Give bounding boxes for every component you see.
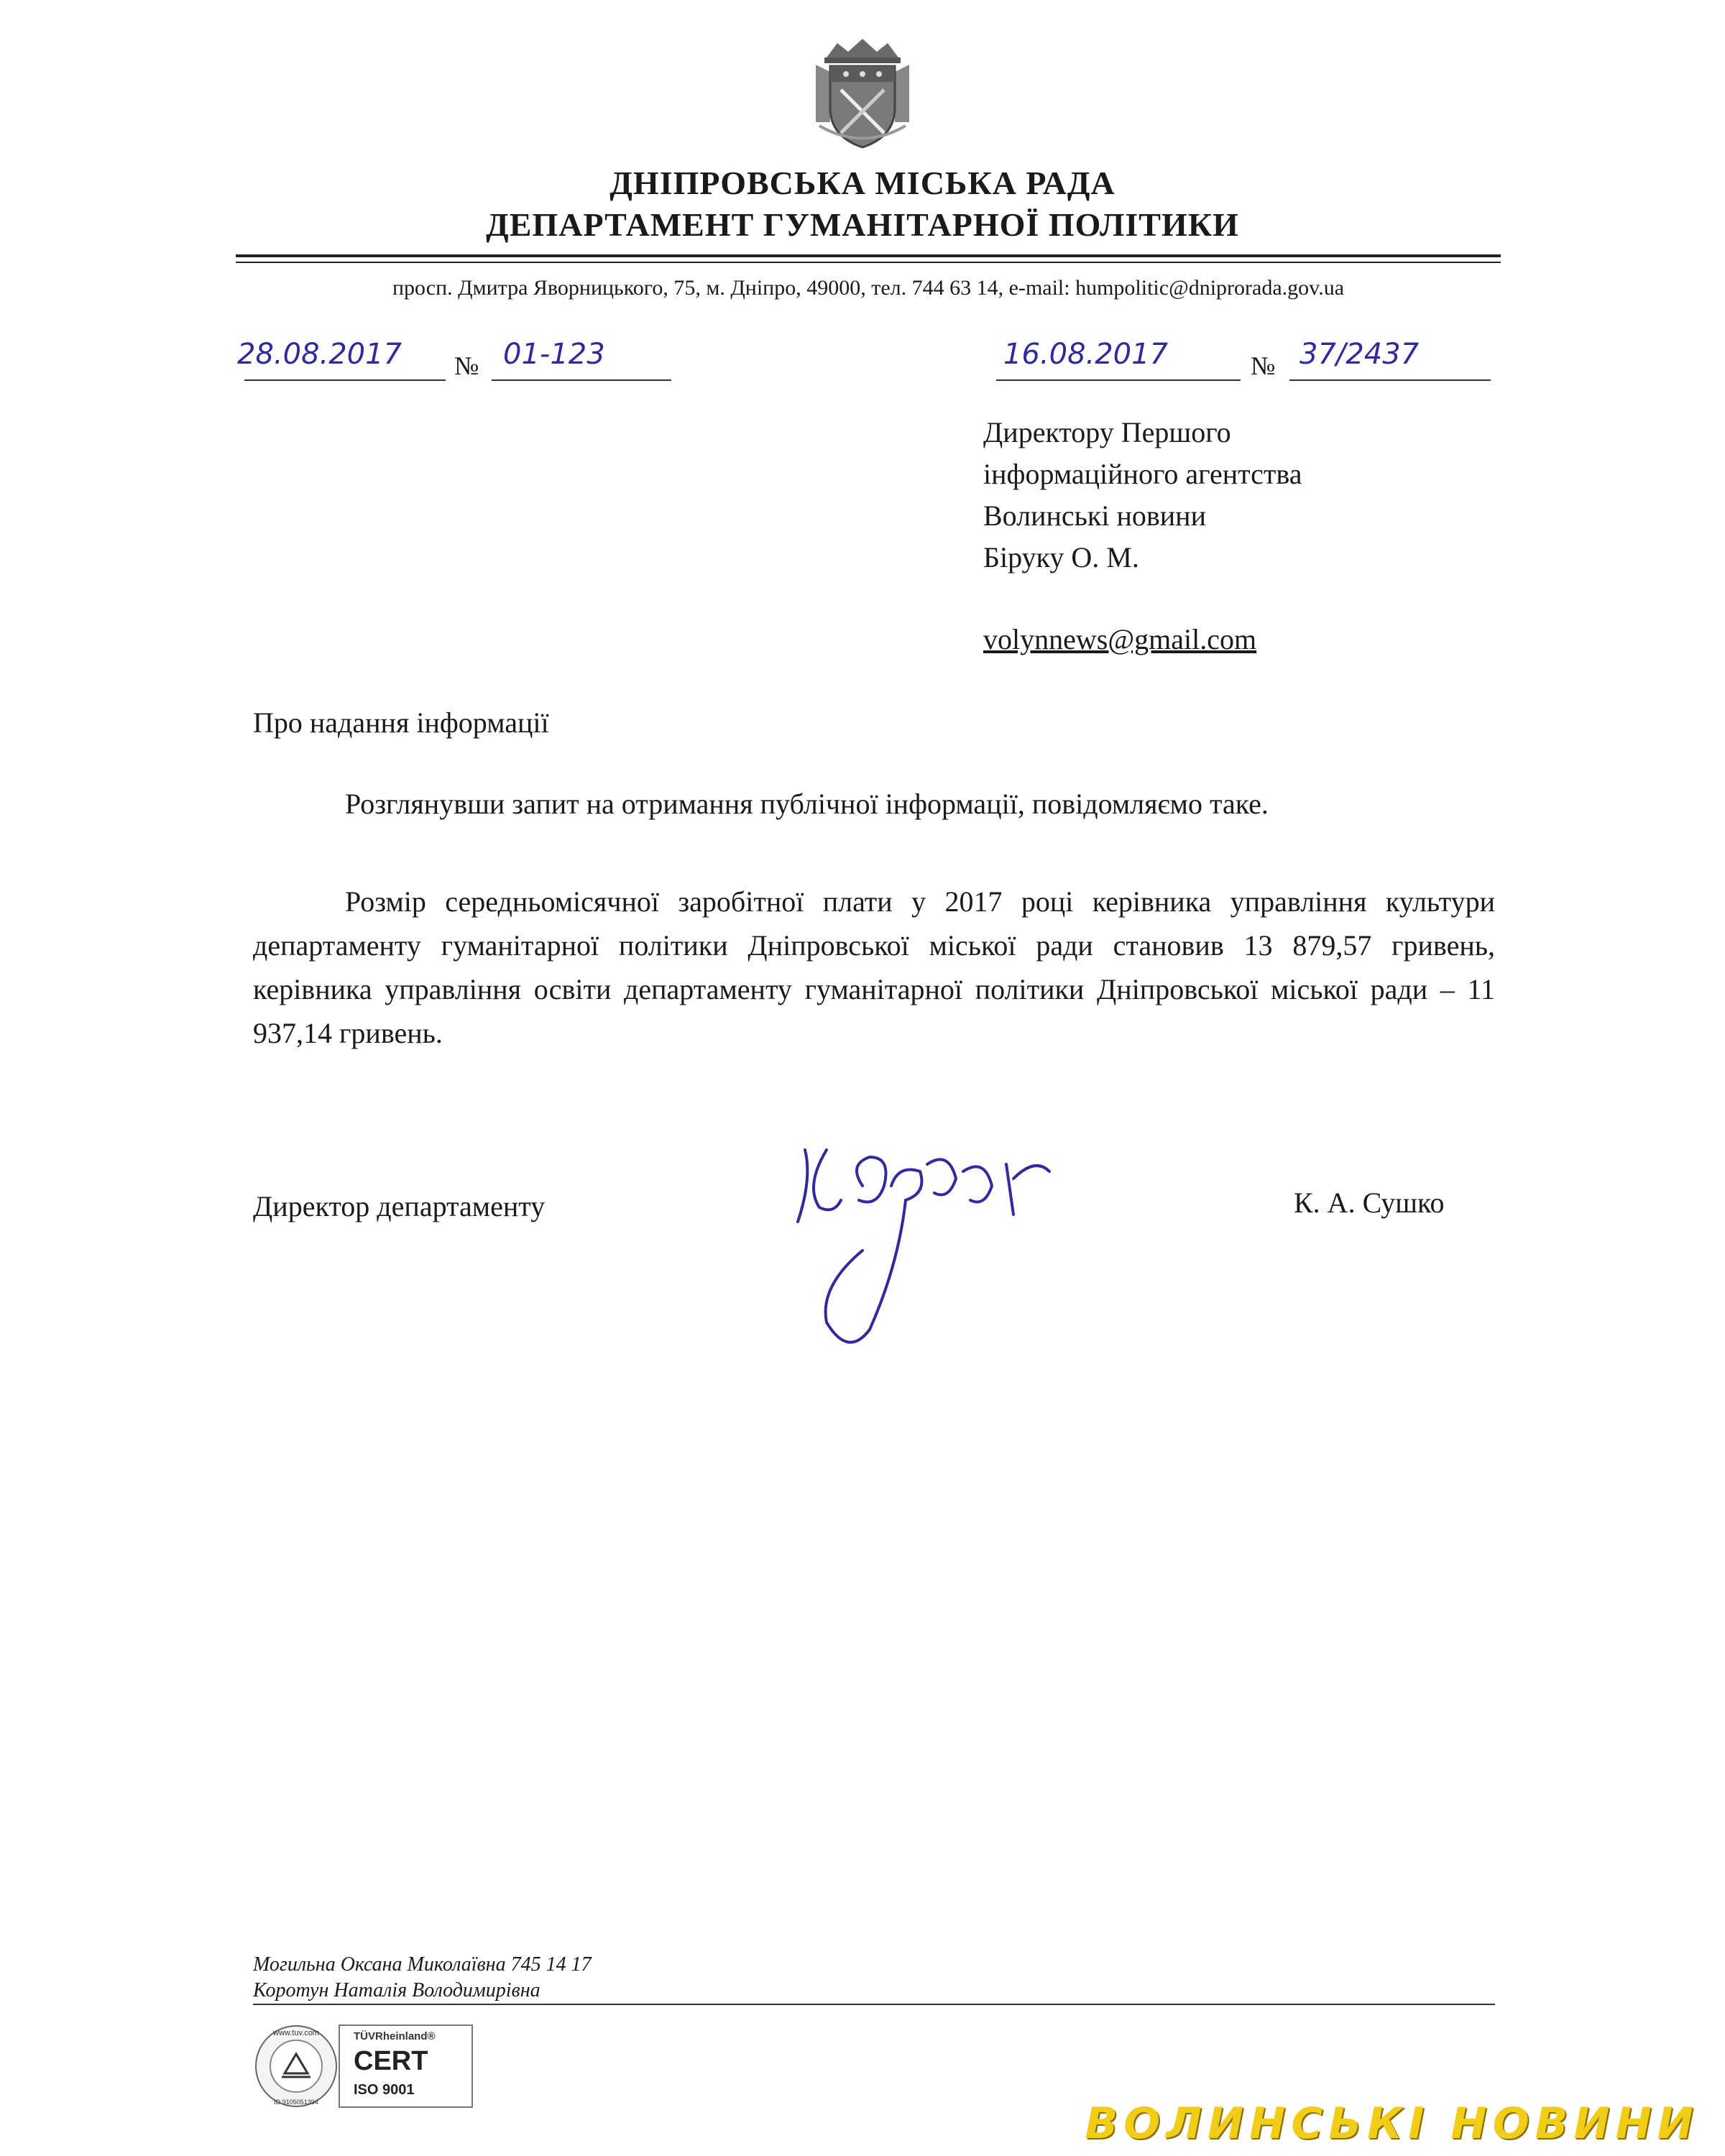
body-paragraph-2: Розмір середньомісячної заробітної плати у 2017 році керівника управління культури департаменту гуманітарної політики Дніпровської міської ради становив 13 879,57 гривень, керівника управління освіти департаменту гуманітарної політики Дніпровської міської ради – 11 937,14 гривень.: [253, 885, 1495, 1049]
tuv-cert-badge: [253, 2019, 476, 2113]
incoming-number-line: [1289, 379, 1491, 381]
incoming-number: 37/2437: [1300, 338, 1420, 371]
council-title: ДНІПРОВСЬКА МІСЬКА РАДА: [610, 165, 1116, 201]
letter-subject: Про надання інформації: [253, 706, 549, 739]
addressee-line-4: Біруку О. М.: [983, 541, 1139, 573]
letterhead-address: просп. Дмитра Яворницького, 75, м. Дніпро, 49000, тел. 744 63 14, e-mail: humpolitic@dniprorada.gov.ua: [392, 276, 1345, 300]
cert-id: ID 9105051394: [274, 2099, 318, 2106]
footer-divider: [253, 2004, 1495, 2005]
cert-brand: TÜVRheinland®: [354, 2030, 436, 2042]
executor-2: Коротун Наталія Володимирівна: [253, 1979, 540, 2001]
coat-of-arms-icon: [809, 36, 916, 151]
header-divider-thin: [236, 262, 1501, 263]
signatory-name: К. А. Сушко: [1294, 1187, 1445, 1219]
cert-url: www.tuv.com: [273, 2029, 319, 2037]
addressee-line-1: Директору Першого: [983, 416, 1231, 448]
outgoing-date: 28.08.2017: [237, 338, 402, 371]
signatory-role: Директор департаменту: [253, 1190, 546, 1222]
department-title: ДЕПАРТАМЕНТ ГУМАНІТАРНОЇ ПОЛІТИКИ: [486, 206, 1239, 243]
incoming-date-line: [996, 379, 1241, 381]
news-watermark: ВОЛИНСЬКІ НОВИНИ: [1085, 2099, 1699, 2149]
outgoing-date-line: [244, 379, 446, 381]
incoming-number-sign: №: [1251, 351, 1276, 380]
addressee-line-3: Волинські новини: [983, 499, 1206, 532]
outgoing-number: 01-123: [503, 338, 605, 371]
addressee-email-link[interactable]: volynnews@gmail.com: [983, 623, 1257, 655]
cert-standard: ISO 9001: [354, 2082, 415, 2098]
outgoing-number-sign: №: [454, 351, 479, 380]
addressee-line-2: інформаційного агентства: [983, 458, 1302, 490]
body-paragraph-1: Розглянувши запит на отримання публічної інформації, повідомляємо таке.: [345, 788, 1269, 820]
incoming-date: 16.08.2017: [1003, 338, 1169, 371]
header-divider: [236, 254, 1501, 257]
handwritten-signature: [783, 1121, 1100, 1358]
outgoing-number-line: [492, 379, 671, 381]
executor-1: Могильна Оксана Миколаївна 745 14 17: [253, 1953, 592, 1976]
cert-word: CERT: [354, 2046, 428, 2076]
